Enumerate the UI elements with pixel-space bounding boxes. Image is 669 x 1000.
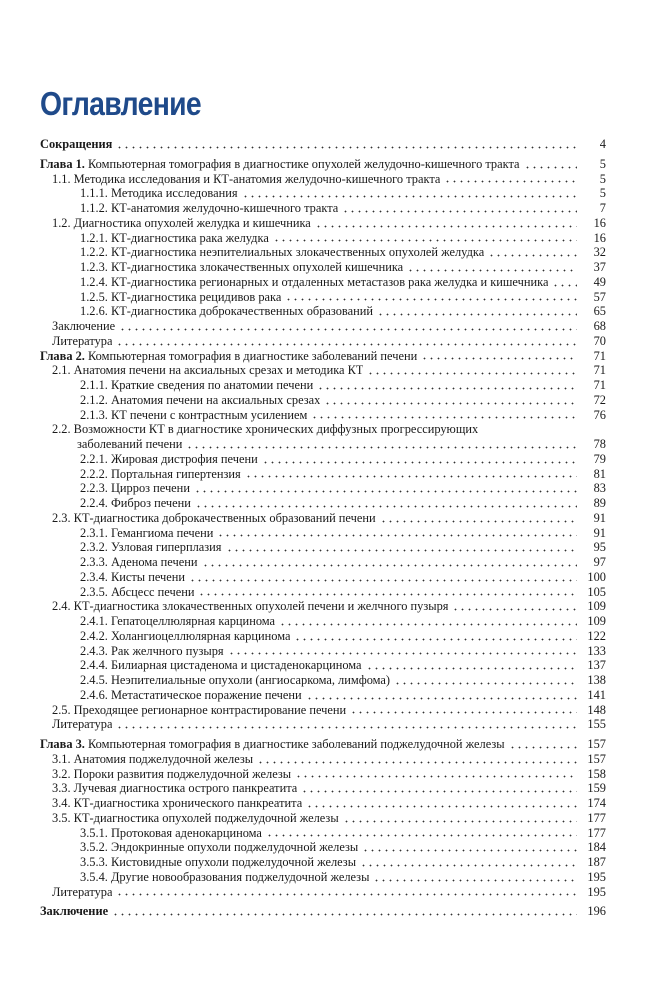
page-number: 122	[587, 628, 606, 643]
entry-text: 2.1.2. Анатомия печени на аксиальных срезах	[80, 392, 321, 407]
dot-leader	[315, 218, 577, 228]
entry-text: 2.2.2. Портальная гипертензия	[80, 466, 241, 481]
entry-text: 1.2. Диагностика опухолей желудка и кишечника	[52, 215, 311, 230]
page-number: 109	[587, 614, 606, 628]
dot-leader	[116, 886, 577, 896]
toc-entry[interactable]	[40, 599, 606, 614]
dot-leader	[407, 262, 577, 272]
page-number: 95	[593, 540, 606, 555]
dot-leader	[317, 380, 577, 390]
toc-entry-title	[80, 304, 373, 319]
dot-leader	[116, 719, 577, 729]
toc-entry-title	[80, 481, 190, 496]
toc-entry[interactable]	[40, 511, 606, 526]
dot-leader	[279, 616, 577, 626]
toc-entry-title	[80, 393, 320, 408]
entry-text: 1.2.4. КТ-диагностика регионарных и отдаленных метастазов рака желудка и кишечника	[80, 274, 549, 289]
toc-entry-title	[80, 555, 198, 570]
dot-leader	[373, 872, 577, 882]
entry-text: 2.4.6. Метастатическое поражение печени	[80, 687, 302, 702]
dot-leader	[552, 277, 577, 287]
dot-leader	[324, 395, 577, 405]
entry-text: 1.2.3. КТ-диагностика злокачественных опухолей кишечника	[80, 260, 404, 274]
dot-leader	[116, 336, 577, 346]
toc-entry[interactable]	[40, 437, 606, 452]
toc-entry[interactable]	[40, 614, 606, 629]
toc-entry[interactable]	[40, 717, 606, 732]
entry-text: 2.4.1. Гепатоцеллюлярная карцинома	[80, 614, 276, 628]
toc-entry-title	[52, 334, 112, 349]
entry-text: 2.2.1. Жировая дистрофия печени	[80, 451, 258, 466]
chapter-number: Глава 1.	[40, 156, 85, 171]
toc-entry-title	[52, 811, 339, 826]
page-number: 32	[593, 245, 606, 260]
dot-leader	[285, 291, 577, 301]
toc-entry[interactable]	[40, 231, 606, 246]
toc-chapter[interactable]	[40, 737, 606, 752]
dot-leader	[343, 813, 577, 823]
toc-entry[interactable]	[40, 172, 606, 187]
chapter-number: Глава 2.	[40, 348, 85, 363]
dot-leader	[116, 139, 577, 149]
toc-entry-title	[80, 526, 213, 541]
page-number: 57	[593, 289, 606, 304]
toc-entry[interactable]	[40, 245, 606, 260]
entry-text: 1.2.1. КТ-диагностика рака желудка	[80, 230, 269, 245]
page-number: 89	[593, 496, 606, 510]
dot-leader	[198, 586, 577, 596]
dot-leader	[217, 527, 577, 537]
entry-text: заболеваний печени	[77, 437, 183, 451]
page-number: 158	[587, 766, 606, 781]
entry-text: 2.3. КТ-диагностика доброкачественных образований печени	[52, 510, 376, 525]
toc-chapter[interactable]	[40, 349, 606, 364]
toc-entry-title	[52, 767, 291, 782]
dot-leader	[366, 660, 577, 670]
dot-leader	[226, 542, 578, 552]
page-number: 72	[593, 392, 606, 407]
entry-text: 3.2. Пороки развития поджелудочной железы	[52, 766, 292, 781]
toc-entry-title	[80, 644, 224, 659]
toc-entry-title	[52, 422, 478, 437]
page-number: 184	[587, 840, 606, 855]
toc-entry-title	[52, 796, 302, 811]
dot-leader	[350, 704, 577, 714]
page-number: 105	[587, 584, 606, 599]
dot-leader	[186, 439, 577, 449]
dot-leader	[273, 232, 577, 242]
page-number: 91	[593, 510, 606, 525]
entry-text: Компьютерная томография в диагностике заболеваний печени	[84, 348, 418, 363]
toc-entry[interactable]	[40, 201, 606, 216]
page-number: 157	[587, 751, 606, 766]
page-number: 16	[593, 230, 606, 245]
page-number: 4	[599, 137, 606, 151]
toc-entry[interactable]	[40, 826, 606, 841]
toc-chapter[interactable]	[40, 157, 606, 172]
toc-entry-title	[40, 157, 520, 172]
entry-text: 2.1. Анатомия печени на аксиальных срезах и методика КТ	[52, 363, 364, 378]
dot-leader	[306, 690, 577, 700]
entry-text: 1.1. Методика исследования и КТ-анатомия желудочно-кишечного тракта	[52, 171, 441, 186]
entry-text: 2.5. Преходящее регионарное контрастирование печени	[52, 702, 347, 717]
entry-text: 3.5.3. Кистовидные опухоли поджелудочной железы	[80, 855, 357, 869]
entry-text: Литература	[52, 333, 113, 348]
entry-text: 2.4.3. Рак желчного пузыря	[80, 643, 224, 658]
dot-leader	[257, 754, 577, 764]
toc-entry-title	[52, 172, 440, 187]
page-number: 81	[593, 466, 606, 481]
toc-entry-title	[77, 437, 182, 452]
toc-entry[interactable]	[40, 658, 606, 673]
toc-entry-title	[52, 319, 115, 334]
toc-entry-title	[80, 688, 302, 703]
toc-entry-title	[80, 452, 258, 467]
toc-entry-title	[80, 673, 390, 688]
toc-entry[interactable]	[40, 855, 606, 870]
toc-entry-title	[80, 855, 356, 870]
page-number: 76	[593, 407, 606, 422]
page-number: 37	[593, 260, 606, 274]
dot-leader	[294, 631, 577, 641]
toc-entry[interactable]	[40, 752, 606, 767]
dot-leader	[444, 173, 577, 183]
page-number: 196	[587, 904, 606, 919]
toc-entry[interactable]	[40, 137, 606, 152]
page-number: 109	[587, 599, 606, 614]
entry-text: 2.4. КТ-диагностика злокачественных опухолей печени и желчного пузыря	[52, 599, 449, 614]
toc-entry[interactable]	[40, 481, 606, 496]
toc-entry[interactable]	[40, 467, 606, 482]
dot-leader	[377, 306, 577, 316]
toc-entry[interactable]	[40, 290, 606, 305]
page-number: 5	[599, 186, 606, 201]
dot-leader	[488, 247, 577, 257]
page-number: 70	[593, 333, 606, 348]
entry-text: 1.2.2. КТ-диагностика неэпителиальных злокачественных опухолей желудка	[80, 245, 485, 260]
toc-entry-title	[80, 826, 262, 841]
toc-entry[interactable]	[40, 904, 606, 919]
entry-text: 2.1.1. Краткие сведения по анатомии печени	[80, 378, 314, 392]
page-number: 195	[587, 884, 606, 899]
toc-entry-title	[52, 363, 363, 378]
dot-leader	[306, 798, 577, 808]
page-number: 148	[587, 702, 606, 717]
page-number: 78	[593, 437, 606, 451]
page-number: 91	[593, 525, 606, 540]
toc-entry[interactable]	[40, 870, 606, 885]
dot-leader	[362, 842, 577, 852]
entry-text: 1.1.1. Методика исследования	[80, 186, 238, 201]
dot-leader	[262, 454, 577, 464]
entry-text: 3.4. КТ-диагностика хронического панкреатита	[52, 796, 303, 810]
dot-leader	[360, 857, 577, 867]
toc-entry-title	[40, 349, 417, 364]
entry-text: 2.3.5. Абсцесс печени	[80, 584, 195, 599]
dot-leader	[112, 906, 577, 916]
toc-entry-title	[80, 570, 185, 585]
toc-entry[interactable]	[40, 408, 606, 423]
dot-leader	[509, 739, 577, 749]
toc-entry-title	[80, 275, 548, 290]
chapter-number: Глава 3.	[40, 737, 85, 751]
page-number: 16	[593, 215, 606, 230]
toc-entry[interactable]	[40, 629, 606, 644]
page-number: 155	[587, 717, 606, 732]
toc-entry[interactable]	[40, 526, 606, 541]
dot-leader	[194, 483, 577, 493]
entry-text: Компьютерная томография в диагностике опухолей желудочно-кишечного тракта	[84, 156, 520, 171]
toc-entry-title	[80, 467, 241, 482]
toc-entry[interactable]	[40, 885, 606, 900]
toc-entry[interactable]	[40, 781, 606, 796]
toc-entry-title	[52, 752, 253, 767]
dot-leader	[367, 365, 577, 375]
entry-text: 1.2.5. КТ-диагностика рецидивов рака	[80, 289, 282, 304]
page-number: 157	[587, 737, 606, 751]
entry-text: Заключение	[52, 319, 116, 333]
entry-text: 2.2.3. Цирроз печени	[80, 481, 190, 496]
toc-entry-title	[52, 885, 112, 900]
page-number: 71	[593, 378, 606, 392]
page-number: 187	[587, 855, 606, 869]
page-number: 83	[593, 481, 606, 496]
toc-entry-title	[52, 216, 311, 231]
toc-entry-title	[80, 496, 191, 511]
toc-entry-title	[80, 870, 369, 885]
toc-entry[interactable]	[40, 304, 606, 319]
toc-entry[interactable]	[40, 334, 606, 349]
entry-text: 3.1. Анатомия поджелудочной железы	[52, 751, 254, 766]
entry-text: 2.2.4. Фиброз печени	[80, 496, 191, 510]
toc-entry[interactable]	[40, 688, 606, 703]
toc-entry[interactable]	[40, 216, 606, 231]
toc-entry-title	[52, 781, 297, 796]
toc-entry[interactable]	[40, 378, 606, 393]
page-number: 65	[593, 304, 606, 319]
dot-leader	[119, 321, 577, 331]
page-number: 71	[593, 348, 606, 363]
toc-entry-title	[80, 629, 290, 644]
page-number: 177	[587, 810, 606, 825]
page-number: 138	[587, 673, 606, 687]
entry-text: 2.4.4. Билиарная цистаденома и цистаденокарцинома	[80, 658, 362, 673]
toc-entry-title	[80, 245, 484, 260]
entry-text: 2.4.2. Холангиоцеллюлярная карцинома	[80, 628, 291, 643]
toc-entry[interactable]	[40, 186, 606, 201]
toc-entry[interactable]	[40, 363, 606, 378]
toc-entry[interactable]	[40, 796, 606, 811]
toc-entry[interactable]	[40, 540, 606, 555]
entry-text: 2.3.1. Гемангиома печени	[80, 525, 214, 540]
toc-entry-title	[80, 840, 358, 855]
toc-entry[interactable]	[40, 585, 606, 600]
entry-text: Литература	[52, 717, 113, 732]
entry-text: 1.2.6. КТ-диагностика доброкачественных образований	[80, 304, 373, 319]
toc-entry-title	[52, 599, 448, 614]
toc-entry-title	[52, 717, 112, 732]
entry-text: 2.2. Возможности КТ в диагностике хронических диффузных прогрессирующих	[52, 422, 479, 437]
toc-entry[interactable]	[40, 840, 606, 855]
dot-leader	[452, 601, 577, 611]
entry-text: Заключение	[40, 904, 109, 919]
page-number: 100	[587, 569, 606, 584]
dot-leader	[242, 188, 577, 198]
toc-entry[interactable]	[40, 811, 606, 826]
entry-text: 3.3. Лучевая диагностика острого панкреатита	[52, 781, 298, 796]
page-number: 141	[587, 687, 606, 702]
page-number: 174	[587, 796, 606, 810]
entry-text: 3.5. КТ-диагностика опухолей поджелудочной железы	[52, 810, 339, 825]
toc-entry[interactable]	[40, 767, 606, 782]
toc-entry[interactable]	[40, 275, 606, 290]
page-number: 5	[599, 171, 606, 186]
page-number: 195	[587, 869, 606, 884]
entry-text: 2.3.2. Узловая гиперплазия	[80, 540, 222, 555]
toc-entry[interactable]	[40, 703, 606, 718]
toc-entry-title	[80, 378, 313, 393]
page-number: 177	[587, 825, 606, 840]
toc-entry-title	[80, 614, 275, 629]
page-number: 71	[593, 363, 606, 378]
toc-entry-title	[80, 186, 238, 201]
toc-entry-title	[80, 540, 222, 555]
toc-entry-title	[80, 231, 269, 246]
toc-entry[interactable]	[40, 319, 606, 334]
entry-text: 2.1.3. КТ печени с контрастным усилением	[80, 407, 308, 422]
dot-leader	[228, 645, 577, 655]
toc-entry-title	[80, 658, 362, 673]
entry-text: 2.4.5. Неэпителиальные опухоли (ангиосаркома, лимфома)	[80, 673, 391, 687]
dot-leader	[189, 572, 577, 582]
page-number: 79	[593, 451, 606, 466]
entry-text: 3.5.4. Другие новообразования поджелудочной железы	[80, 869, 370, 884]
page-number: 5	[599, 156, 606, 171]
dot-leader	[311, 409, 577, 419]
page-number: 137	[587, 658, 606, 673]
dot-leader	[524, 159, 577, 169]
toc-entry[interactable]	[40, 644, 606, 659]
toc-entry-title	[52, 511, 376, 526]
dot-leader	[295, 768, 577, 778]
toc-entry[interactable]	[40, 496, 606, 511]
toc-entry[interactable]	[40, 260, 606, 275]
entry-text: Компьютерная томография в диагностике заболеваний поджелудочной железы	[84, 737, 505, 751]
toc-entry-title	[80, 201, 338, 216]
entry-text: 2.3.3. Аденома печени	[80, 555, 198, 569]
toc-entry[interactable]	[40, 422, 606, 437]
toc-entry[interactable]	[40, 555, 606, 570]
toc-entry[interactable]	[40, 452, 606, 467]
dot-leader	[195, 498, 577, 508]
page-number: 159	[587, 781, 606, 796]
entry-text: 1.1.2. КТ-анатомия желудочно-кишечного тракта	[80, 201, 339, 215]
toc-entry[interactable]	[40, 393, 606, 408]
toc-entry-title	[40, 137, 112, 152]
page-number: 49	[593, 274, 606, 289]
toc-entry-title	[80, 585, 194, 600]
toc-entry[interactable]	[40, 570, 606, 585]
dot-leader	[394, 675, 577, 685]
toc-entry[interactable]	[40, 673, 606, 688]
table-of-contents	[40, 137, 606, 919]
toc-entry-title	[40, 904, 108, 919]
page-number: 7	[599, 201, 606, 215]
toc-entry-title	[80, 260, 403, 275]
dot-leader	[301, 783, 577, 793]
toc-entry-title	[80, 408, 307, 423]
toc-entry-title	[40, 737, 505, 752]
toc-entry-title	[80, 290, 281, 305]
page-number: 133	[587, 643, 606, 658]
dot-leader	[245, 468, 577, 478]
page-title: Оглавление	[40, 85, 202, 122]
entry-text: 2.3.4. Кисты печени	[80, 569, 186, 584]
entry-text: 3.5.2. Эндокринные опухоли поджелудочной железы	[80, 840, 359, 855]
toc-entry-title	[52, 703, 346, 718]
dot-leader	[380, 513, 577, 523]
dot-leader	[202, 557, 578, 567]
dot-leader	[421, 350, 577, 360]
dot-leader	[266, 827, 577, 837]
page-number: 97	[593, 555, 606, 569]
entry-text: Литература	[52, 884, 113, 899]
page-number: 68	[593, 319, 606, 333]
entry-text: 3.5.1. Протоковая аденокарцинома	[80, 825, 262, 840]
entry-text: Сокращения	[40, 137, 113, 151]
dot-leader	[342, 203, 577, 213]
